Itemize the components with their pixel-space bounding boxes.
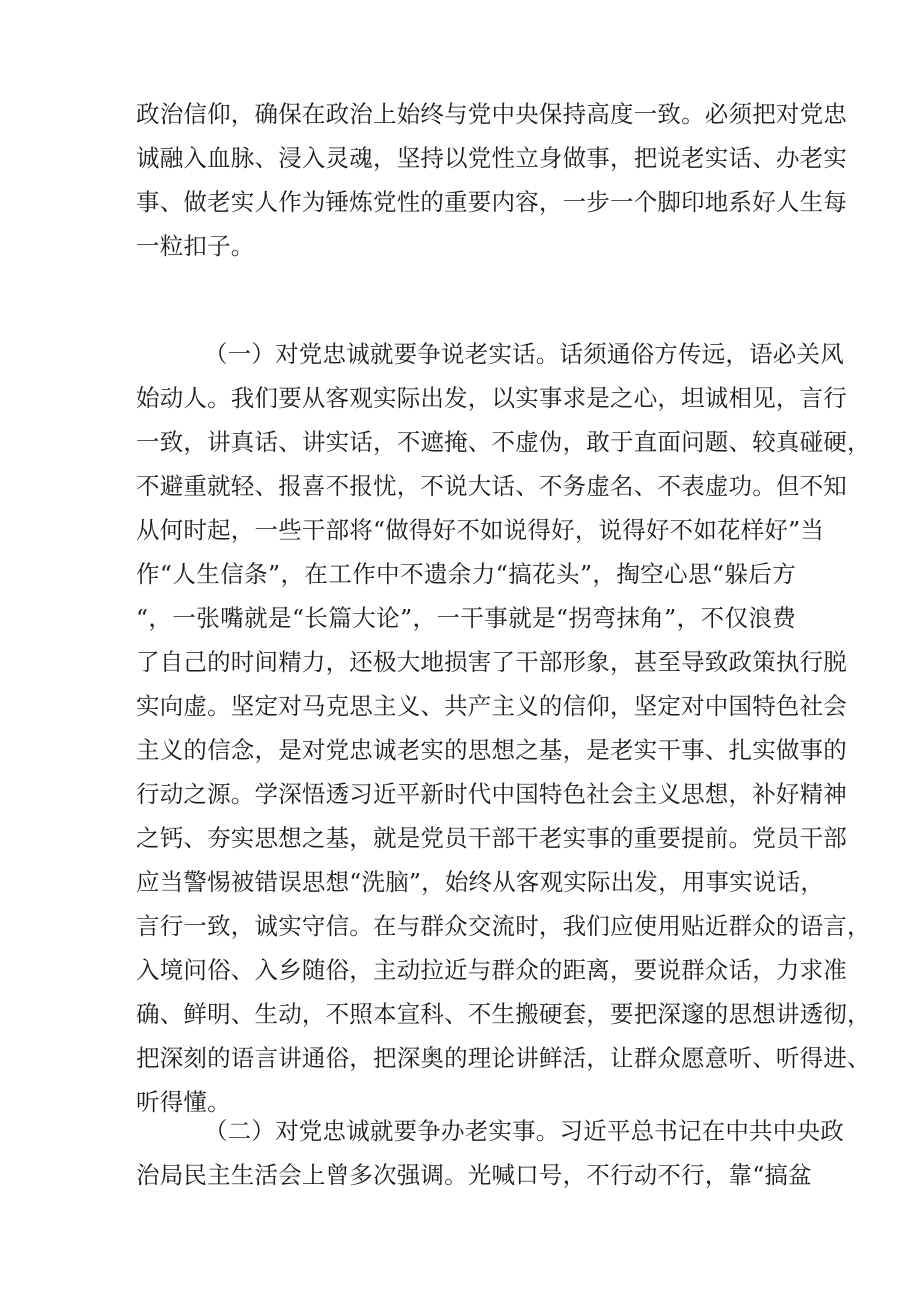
text-line: 言行一致，诚实守信。在与群众交流时，我们应使用贴近群众的语言， xyxy=(136,912,871,940)
text-line: 入境问俗、入乡随俗，主动拉近与群众的距离，要说群众话，力求准 xyxy=(136,956,847,984)
text-line: “，一张嘴就是“长篇大论”，一干事就是“拐弯抹角”，不仅浪费 xyxy=(136,604,796,632)
text-line: 确、鲜明、生动，不照本宣科、不生搬硬套，要把深邃的思想讲透彻， xyxy=(136,1000,871,1028)
text-line: 从何时起，一些干部将“做得好不如说得好，说得好不如花样好”当 xyxy=(136,516,825,544)
text-line: 一粒扣子。 xyxy=(136,232,255,260)
text-line: 实向虚。坚定对马克思主义、共产主义的信仰，坚定对中国特色社会 xyxy=(136,692,847,720)
text-line: 了自己的时间精力，还极大地损害了干部形象，甚至导致政策执行脱 xyxy=(136,648,847,676)
text-line: 行动之源。学深悟透习近平新时代中国特色社会主义思想，补好精神 xyxy=(136,780,847,808)
text-line: （一）对党忠诚就要争说老实话。话须通俗方传远，语必关风 xyxy=(204,340,844,368)
text-line: 听得懂。 xyxy=(136,1088,231,1116)
text-line: 一致，讲真话、讲实话，不遮掩、不虚伪，敢于直面问题、较真碰硬， xyxy=(136,428,871,456)
paragraph-section-one xyxy=(136,332,871,1124)
text-line: 不避重就轻、报喜不报忧，不说大话、不务虚名、不表虚功。但不知 xyxy=(136,472,847,500)
paragraph-section-two xyxy=(136,1109,844,1197)
text-line: 作“人生信条”，在工作中不遗余力“搞花头”，掏空心思“躲后方 xyxy=(136,560,796,588)
text-line: 应当警惕被错误思想“洗脑”，始终从客观实际出发，用事实说话， xyxy=(136,868,825,896)
text-line: 把深刻的语言讲通俗，把深奥的理论讲鲜活，让群众愿意听、听得进、 xyxy=(136,1044,871,1072)
text-line: 政治信仰，确保在政治上始终与党中央保持高度一致。必须把对党忠 xyxy=(136,100,847,128)
text-line: 诚融入血脉、浸入灵魂，坚持以党性立身做事，把说老实话、办老实 xyxy=(136,144,847,172)
text-line: 事、做老实人作为锤炼党性的重要内容，一步一个脚印地系好人生每 xyxy=(136,188,847,216)
text-line: 治局民主生活会上曾多次强调。光喊口号，不行动不行，靠“搞盆 xyxy=(136,1161,812,1189)
text-line: （二）对党忠诚就要争办老实事。习近平总书记在中共中央政 xyxy=(204,1117,844,1145)
text-line: 主义的信念，是对党忠诚老实的思想之基，是老实干事、扎实做事的 xyxy=(136,736,847,764)
text-line: 之钙、夯实思想之基，就是党员干部干老实事的重要提前。党员干部 xyxy=(136,824,847,852)
text-line: 始动人。我们要从客观实际出发，以实事求是之心，坦诚相见，言行 xyxy=(136,384,847,412)
paragraph-continued xyxy=(136,92,847,268)
